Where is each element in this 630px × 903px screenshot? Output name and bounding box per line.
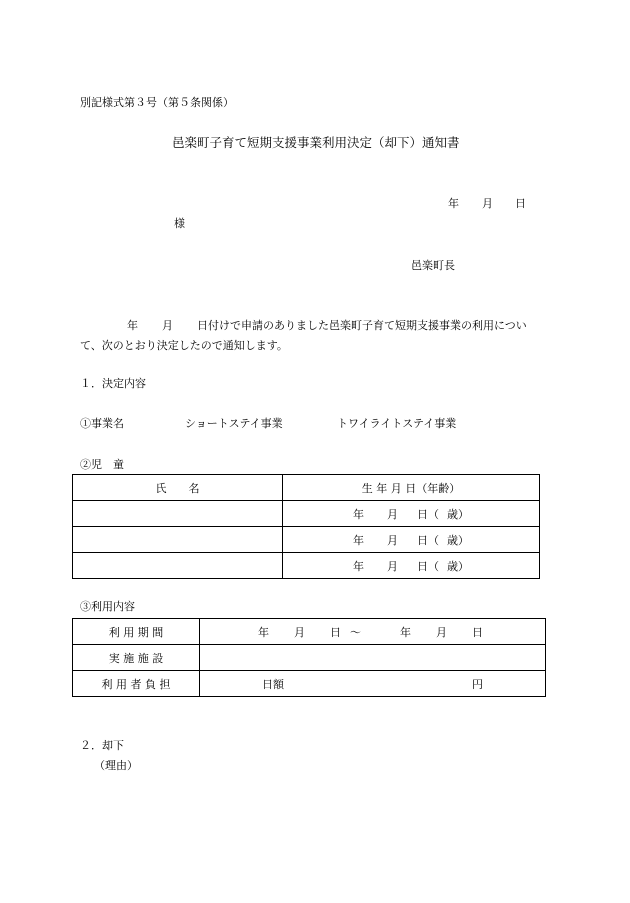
period-year-end: 年 [400, 625, 411, 639]
period-year-start: 年 [258, 625, 269, 639]
child-name-cell [73, 501, 283, 527]
body-line2: て、次のとおり決定したので通知します。 [80, 339, 288, 352]
burden-prefix: 日額 [262, 677, 284, 691]
table-row [73, 671, 546, 697]
child-label: ②児 童 [80, 458, 124, 471]
service-option-twilight-stay: トワイライトステイ事業 [337, 417, 457, 430]
document-title: 邑楽町子育て短期支援事業利用決定（却下）通知書 [172, 135, 460, 150]
table-row [73, 475, 540, 501]
addressee-suffix: 様 [174, 217, 185, 230]
body-line1: 日付けで申請のありました邑楽町子育て短期支援事業の利用につい [197, 319, 527, 332]
period-day-start: 日 [330, 625, 341, 639]
table-row [73, 527, 540, 553]
dob-day: 日（ [417, 559, 439, 573]
date-year: 年 [448, 197, 459, 210]
form-number: 別記様式第３号（第５条関係） [80, 96, 234, 109]
body-month: 月 [162, 319, 173, 332]
dob-age: 歳） [447, 533, 469, 547]
section1-heading: １．決定内容 [80, 377, 146, 390]
date-month: 月 [482, 197, 493, 210]
dob-month: 月 [387, 507, 398, 521]
child-table [72, 474, 540, 579]
table-row [73, 553, 540, 579]
service-option-short-stay: ショートステイ事業 [185, 417, 283, 430]
service-label: ①事業名 [80, 417, 124, 430]
burden-label: 利 用 者 負 担 [73, 671, 200, 697]
period-label: 利 用 期 間 [73, 619, 200, 645]
period-month-end: 月 [436, 625, 447, 639]
period-value [200, 619, 546, 645]
table-row [73, 501, 540, 527]
burden-value [200, 671, 546, 697]
dob-year: 年 [353, 533, 364, 547]
usage-table [72, 618, 546, 697]
table-row [73, 619, 546, 645]
dob-month: 月 [387, 533, 398, 547]
dob-month: 月 [387, 559, 398, 573]
period-day-end: 日 [472, 625, 483, 639]
usage-label: ③利用内容 [80, 600, 135, 613]
header-birthdate: 生 年 月 日（年齢） [283, 475, 540, 501]
dob-age: 歳） [447, 559, 469, 573]
body-year: 年 [127, 319, 138, 332]
facility-label: 実 施 施 設 [73, 645, 200, 671]
section2-heading: ２．却下 [80, 739, 124, 752]
dob-age: 歳） [447, 507, 469, 521]
child-name-cell [73, 553, 283, 579]
dob-year: 年 [353, 507, 364, 521]
dob-year: 年 [353, 559, 364, 573]
facility-value [200, 645, 546, 671]
dob-day: 日（ [417, 507, 439, 521]
date-day: 日 [515, 197, 526, 210]
dob-day: 日（ [417, 533, 439, 547]
burden-unit: 円 [472, 677, 483, 691]
period-month-start: 月 [294, 625, 305, 639]
reason-label: （理由） [94, 759, 138, 772]
issuer: 邑楽町長 [411, 259, 455, 272]
child-name-cell [73, 527, 283, 553]
table-row [73, 645, 546, 671]
header-name: 氏 名 [73, 475, 283, 501]
period-separator: ～ [350, 625, 361, 639]
child-birthdate-cell [283, 527, 540, 553]
child-birthdate-cell [283, 553, 540, 579]
child-birthdate-cell [283, 501, 540, 527]
